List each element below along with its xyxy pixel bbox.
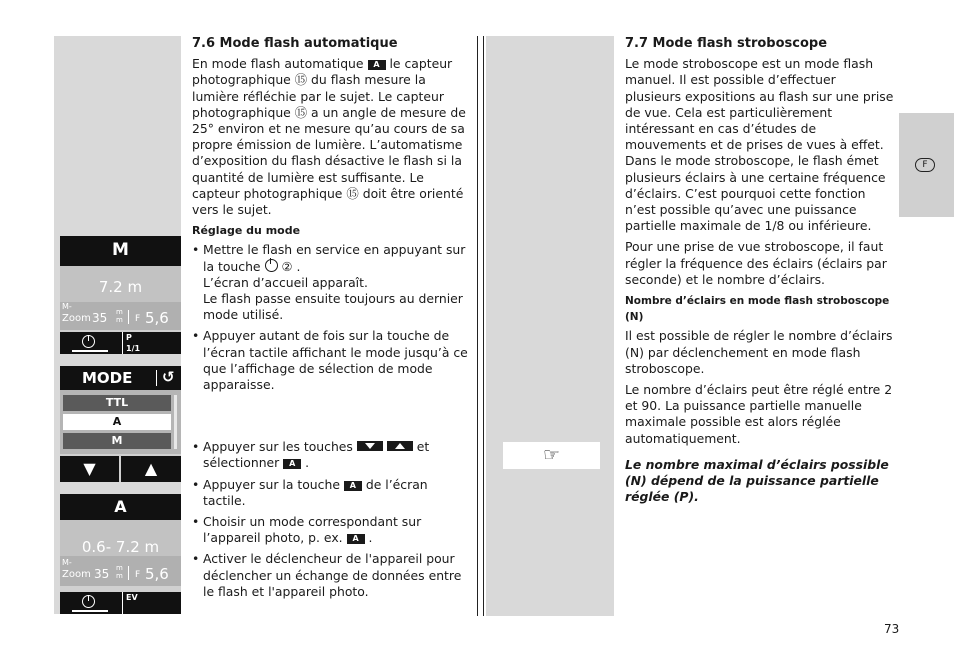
zoom-label-top-auto: M- bbox=[62, 558, 72, 567]
zoom-unit-bottom-auto: m bbox=[116, 572, 123, 580]
up-arrow-icon bbox=[387, 441, 413, 451]
power-button[interactable] bbox=[60, 332, 123, 354]
zoom-value: 35 bbox=[92, 311, 108, 325]
power-level-label: P bbox=[126, 333, 132, 342]
flash-screen-auto bbox=[60, 494, 181, 614]
zoom-separator bbox=[128, 310, 129, 324]
screen-mode-label: M bbox=[112, 240, 129, 260]
zoom-label-auto: Zoom bbox=[62, 569, 91, 580]
mode-item-a[interactable]: A bbox=[63, 414, 171, 430]
paragraph: Pour une prise de vue stroboscope, il faut régler la fréquence des éclairs (éclairs par seconde) et le nombre d’éclairs. bbox=[625, 239, 887, 287]
screen-footer bbox=[60, 332, 181, 354]
section-title: 7.6 Mode flash automatique bbox=[192, 36, 398, 51]
screen-mode-header-auto[interactable] bbox=[60, 494, 181, 520]
section-title: 7.7 Mode flash stroboscope bbox=[625, 36, 828, 51]
list-item: • Choisir un mode correspondant sur l’appareil photo, p. ex. A . bbox=[192, 514, 470, 546]
pointing-hand-icon: ☞ bbox=[542, 444, 561, 466]
flash-screen-manual bbox=[60, 236, 181, 354]
up-arrow-icon: ▲ bbox=[144, 459, 158, 478]
mode-select-title: MODE bbox=[82, 369, 133, 387]
page-number: 73 bbox=[884, 622, 900, 636]
middle-gray-column bbox=[486, 36, 614, 616]
distance-range-display bbox=[60, 520, 181, 556]
column-divider-left bbox=[477, 36, 478, 616]
paragraph: Le mode stroboscope est un mode flash manuel. Il est possible d’effectuer plusieurs expositions au flash sur une prise de vue. Cela est particulièrement intéressant en cas d’études de mouvements et de prises de vues à effet. Dans le mode stroboscope, le flash émet plusieurs éclairs à une certaine fréquence d’éclairs. C’est pourquoi cette fonction n’est possible qu’avec une puissance partielle maximale de 1/8 ou inférieure. bbox=[625, 56, 894, 234]
mode-item-m[interactable]: M bbox=[63, 433, 171, 449]
intro-paragraph: En mode flash automatique A le capteur photographique ⑮ du flash mesure la lumière réfléchie par le sujet. Le capteur photographique ⑮ a un angle de mesure de 25° environ et ne mesure qu’au cours de sa propre émission de lumière. L’automatisme d’exposition du flash désactive le flash si la quantité de lumière est suffisante. Le capteur photographique ⑮ doit être orienté vers le sujet. bbox=[192, 56, 466, 218]
subsection-title: Réglage du mode bbox=[192, 224, 301, 238]
list-item: • Appuyer sur les touches et sélectionner A . bbox=[192, 439, 470, 471]
subsection-title: Nombre d’éclairs en mode flash stroboscope (N) bbox=[625, 295, 890, 324]
column-divider-right bbox=[483, 36, 484, 616]
list-item: • Mettre le flash en service en appuyant sur la touche ② . L’écran d’accueil apparaît. Le flash passe ensuite toujours au dernier mode utilisé. bbox=[192, 242, 470, 323]
down-arrow-button[interactable] bbox=[60, 456, 119, 482]
mode-list bbox=[60, 390, 181, 454]
section-auto-flash bbox=[192, 36, 470, 605]
distance-range-value: 0.6- 7.2 m bbox=[81, 538, 160, 556]
power-icon bbox=[82, 335, 95, 348]
zoom-unit-top: m bbox=[116, 308, 123, 316]
ev-label: EV bbox=[126, 593, 138, 602]
flash-screen-mode-select bbox=[60, 366, 181, 482]
screen-mode-header[interactable] bbox=[60, 236, 181, 266]
zoom-separator-auto bbox=[128, 566, 129, 580]
mode-select-header bbox=[60, 366, 181, 390]
language-badge: F bbox=[915, 158, 935, 172]
list-item: • Appuyer sur la touche A de l’écran tactile. bbox=[192, 477, 470, 509]
power-button-auto[interactable] bbox=[60, 592, 123, 614]
zoom-row bbox=[60, 302, 181, 330]
power-icon bbox=[265, 259, 278, 272]
mode-a-badge: A bbox=[344, 481, 362, 491]
zoom-value-auto: 35 bbox=[94, 567, 110, 581]
list-item: • Activer le déclencheur de l'appareil pour déclencher un échange de données entre le flash et l'appareil photo. bbox=[192, 551, 470, 600]
mode-a-badge: A bbox=[283, 459, 301, 469]
power-level-button[interactable] bbox=[124, 332, 181, 354]
zoom-row-auto bbox=[60, 556, 181, 586]
aperture-label-auto: F bbox=[135, 570, 141, 580]
back-icon[interactable]: ↺ bbox=[162, 368, 175, 386]
power-icon bbox=[82, 595, 95, 608]
up-arrow-button[interactable] bbox=[121, 456, 181, 482]
language-tab bbox=[899, 113, 954, 217]
paragraph: Le nombre d’éclairs peut être réglé entre 2 et 90. La puissance partielle manuelle maximale possible est alors réglée automatiquement. bbox=[625, 382, 893, 446]
scrollbar[interactable] bbox=[174, 395, 177, 449]
section-stroboscope bbox=[625, 36, 895, 510]
down-arrow-icon: ▼ bbox=[83, 459, 96, 478]
zoom-unit-top-auto: m bbox=[116, 564, 123, 572]
ev-button[interactable] bbox=[124, 592, 181, 614]
zoom-label: Zoom bbox=[62, 313, 91, 324]
screen-mode-label-auto: A bbox=[114, 497, 127, 516]
mode-item-ttl[interactable]: TTL bbox=[63, 395, 171, 411]
power-level-value: 1/1 bbox=[126, 344, 141, 353]
aperture-label: F bbox=[135, 314, 141, 324]
mode-a-badge: A bbox=[347, 534, 365, 544]
zoom-unit-bottom: m bbox=[116, 316, 123, 324]
mode-a-badge: A bbox=[368, 60, 386, 70]
aperture-value-auto: 5,6 bbox=[145, 565, 169, 583]
note-icon-box bbox=[503, 442, 600, 469]
aperture-value: 5,6 bbox=[145, 309, 169, 327]
list-item: • Appuyer autant de fois sur la touche de l’écran tactile affichant le mode jusqu’à ce que l’affichage de sélection de mode apparaisse. bbox=[192, 328, 470, 393]
note-text: Le nombre maximal d’éclairs possible (N) dépend de la puissance partielle réglée (P). bbox=[625, 456, 889, 505]
distance-value: 7.2 m bbox=[98, 278, 143, 296]
header-separator bbox=[156, 370, 157, 386]
distance-display bbox=[60, 266, 181, 302]
down-arrow-icon bbox=[357, 441, 383, 451]
paragraph: Il est possible de régler le nombre d’éclairs (N) par déclenchement en mode flash stroboscope. bbox=[625, 328, 893, 376]
zoom-label-top: M- bbox=[62, 302, 72, 311]
screen-footer-auto bbox=[60, 592, 181, 614]
